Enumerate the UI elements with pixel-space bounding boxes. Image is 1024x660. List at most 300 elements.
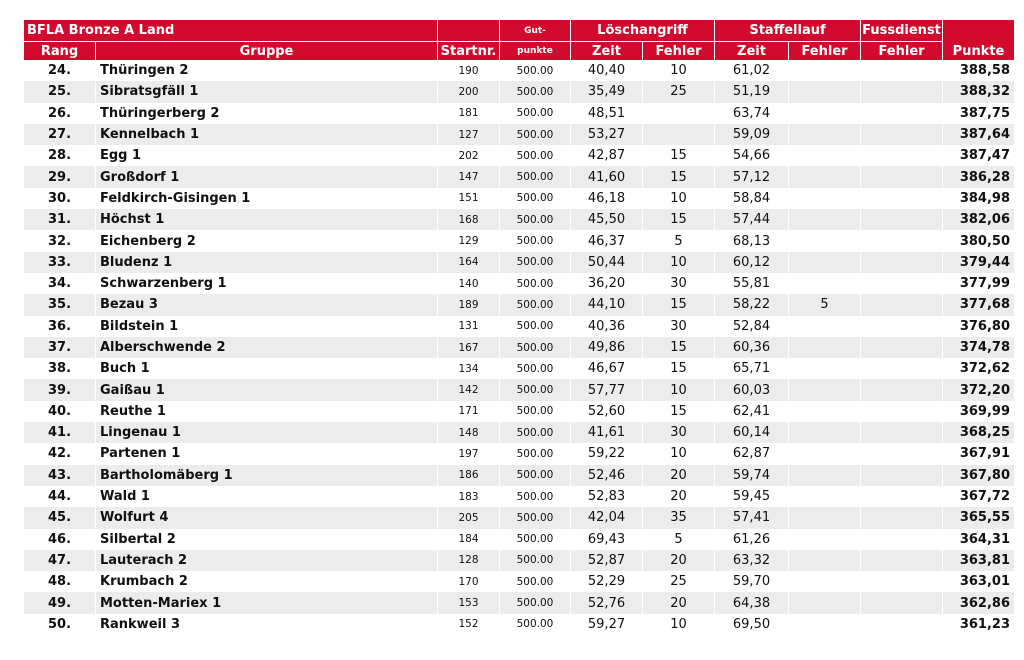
gutpunkte-cell: 500.00 [499, 614, 570, 635]
gutpunkte-cell: 500.00 [499, 145, 570, 166]
rang-cell: 32. [24, 230, 95, 251]
sl-zeit-cell: 60,12 [714, 252, 788, 273]
gruppe-cell: Lingenau 1 [95, 422, 437, 443]
gutpunkte-cell: 500.00 [499, 592, 570, 613]
fd-fehler-cell [860, 252, 942, 273]
gruppe-cell: Eichenberg 2 [95, 230, 437, 251]
sl-fehler-cell [788, 592, 860, 613]
fd-fehler-cell [860, 337, 942, 358]
fd-fehler-cell [860, 507, 942, 528]
gutpunkte-cell: 500.00 [499, 166, 570, 187]
la-zeit-cell: 44,10 [570, 294, 642, 315]
sl-zeit-cell: 62,41 [714, 401, 788, 422]
gutpunkte-cell: 500.00 [499, 550, 570, 571]
sl-zeit-cell: 57,44 [714, 209, 788, 230]
la-zeit-cell: 42,04 [570, 507, 642, 528]
header-sl-fehler: Fehler [788, 41, 860, 60]
header-gut-top: Gut- [499, 20, 570, 41]
rang-cell: 31. [24, 209, 95, 230]
sl-zeit-cell: 59,70 [714, 571, 788, 592]
table-row [24, 422, 1014, 443]
sl-zeit-cell: 60,36 [714, 337, 788, 358]
fd-fehler-cell [860, 550, 942, 571]
la-fehler-cell: 35 [642, 507, 714, 528]
fd-fehler-cell [860, 401, 942, 422]
gruppe-cell: Thüringerberg 2 [95, 103, 437, 124]
startnr-cell: 202 [437, 145, 499, 166]
la-zeit-cell: 59,22 [570, 443, 642, 464]
gutpunkte-cell: 500.00 [499, 316, 570, 337]
rang-cell: 49. [24, 592, 95, 613]
header-fussdienst: Fussdienst [860, 20, 942, 41]
gruppe-cell: Gaißau 1 [95, 379, 437, 400]
la-fehler-cell: 10 [642, 443, 714, 464]
fd-fehler-cell [860, 294, 942, 315]
table-row [24, 571, 1014, 592]
rang-cell: 36. [24, 316, 95, 337]
punkte-cell: 387,75 [942, 103, 1014, 124]
gruppe-cell: Sibratsgfäll 1 [95, 81, 437, 102]
sl-zeit-cell: 65,71 [714, 358, 788, 379]
rang-cell: 42. [24, 443, 95, 464]
header-gruppe: Gruppe [95, 41, 437, 60]
header-la-zeit: Zeit [570, 41, 642, 60]
la-fehler-cell: 10 [642, 60, 714, 81]
fd-fehler-cell [860, 592, 942, 613]
gruppe-cell: Bartholomäberg 1 [95, 465, 437, 486]
la-zeit-cell: 48,51 [570, 103, 642, 124]
sl-fehler-cell [788, 550, 860, 571]
startnr-cell: 129 [437, 230, 499, 251]
fd-fehler-cell [860, 529, 942, 550]
la-fehler-cell [642, 124, 714, 145]
sl-fehler-cell [788, 60, 860, 81]
punkte-cell: 362,86 [942, 592, 1014, 613]
startnr-cell: 170 [437, 571, 499, 592]
sl-fehler-cell [788, 124, 860, 145]
table-row [24, 166, 1014, 187]
rang-cell: 34. [24, 273, 95, 294]
la-fehler-cell: 10 [642, 188, 714, 209]
la-fehler-cell: 10 [642, 614, 714, 635]
fd-fehler-cell [860, 571, 942, 592]
startnr-cell: 189 [437, 294, 499, 315]
sl-fehler-cell [788, 401, 860, 422]
gruppe-cell: Reuthe 1 [95, 401, 437, 422]
table-row [24, 294, 1014, 315]
startnr-cell: 184 [437, 529, 499, 550]
fd-fehler-cell [860, 60, 942, 81]
sl-zeit-cell: 62,87 [714, 443, 788, 464]
table-row [24, 401, 1014, 422]
startnr-cell: 151 [437, 188, 499, 209]
sl-zeit-cell: 58,84 [714, 188, 788, 209]
punkte-cell: 377,99 [942, 273, 1014, 294]
startnr-cell: 153 [437, 592, 499, 613]
startnr-cell: 181 [437, 103, 499, 124]
la-fehler-cell: 15 [642, 401, 714, 422]
gutpunkte-cell: 500.00 [499, 358, 570, 379]
sl-zeit-cell: 59,74 [714, 465, 788, 486]
punkte-cell: 368,25 [942, 422, 1014, 443]
gutpunkte-cell: 500.00 [499, 401, 570, 422]
la-zeit-cell: 52,60 [570, 401, 642, 422]
la-zeit-cell: 41,61 [570, 422, 642, 443]
sl-fehler-cell [788, 571, 860, 592]
la-zeit-cell: 46,67 [570, 358, 642, 379]
sl-zeit-cell: 57,41 [714, 507, 788, 528]
rang-cell: 28. [24, 145, 95, 166]
fd-fehler-cell [860, 124, 942, 145]
rang-cell: 46. [24, 529, 95, 550]
punkte-cell: 388,58 [942, 60, 1014, 81]
rang-cell: 37. [24, 337, 95, 358]
header-gutpunkte: punkte [499, 41, 570, 60]
results-table [24, 20, 1014, 635]
la-zeit-cell: 45,50 [570, 209, 642, 230]
la-zeit-cell: 46,37 [570, 230, 642, 251]
rang-cell: 39. [24, 379, 95, 400]
header-staffellauf: Staffellauf [714, 20, 860, 41]
sl-fehler-cell [788, 422, 860, 443]
la-fehler-cell: 15 [642, 209, 714, 230]
table-row [24, 145, 1014, 166]
table-row [24, 507, 1014, 528]
sl-fehler-cell [788, 316, 860, 337]
la-fehler-cell: 25 [642, 81, 714, 102]
header-la-fehler: Fehler [642, 41, 714, 60]
table-row [24, 273, 1014, 294]
la-zeit-cell: 40,40 [570, 60, 642, 81]
table-row [24, 486, 1014, 507]
la-fehler-cell: 20 [642, 486, 714, 507]
gutpunkte-cell: 500.00 [499, 294, 570, 315]
gruppe-cell: Buch 1 [95, 358, 437, 379]
punkte-cell: 387,47 [942, 145, 1014, 166]
la-fehler-cell: 15 [642, 358, 714, 379]
la-fehler-cell [642, 103, 714, 124]
rang-cell: 40. [24, 401, 95, 422]
fd-fehler-cell [860, 81, 942, 102]
gutpunkte-cell: 500.00 [499, 443, 570, 464]
table-row [24, 209, 1014, 230]
punkte-cell: 382,06 [942, 209, 1014, 230]
startnr-cell: 205 [437, 507, 499, 528]
rang-cell: 26. [24, 103, 95, 124]
rang-cell: 44. [24, 486, 95, 507]
la-fehler-cell: 25 [642, 571, 714, 592]
gutpunkte-cell: 500.00 [499, 507, 570, 528]
la-fehler-cell: 30 [642, 273, 714, 294]
punkte-cell: 363,01 [942, 571, 1014, 592]
results-table-container [24, 20, 1011, 635]
table-row [24, 379, 1014, 400]
sl-fehler-cell [788, 273, 860, 294]
la-zeit-cell: 46,18 [570, 188, 642, 209]
header-blank-startnr [437, 20, 499, 41]
la-zeit-cell: 35,49 [570, 81, 642, 102]
gruppe-cell: Alberschwende 2 [95, 337, 437, 358]
gutpunkte-cell: 500.00 [499, 486, 570, 507]
sl-zeit-cell: 63,32 [714, 550, 788, 571]
rang-cell: 29. [24, 166, 95, 187]
startnr-cell: 140 [437, 273, 499, 294]
la-fehler-cell: 30 [642, 422, 714, 443]
sl-zeit-cell: 59,45 [714, 486, 788, 507]
table-row [24, 337, 1014, 358]
gruppe-cell: Schwarzenberg 1 [95, 273, 437, 294]
table-row [24, 60, 1014, 81]
punkte-cell: 367,91 [942, 443, 1014, 464]
table-row [24, 358, 1014, 379]
la-fehler-cell: 10 [642, 379, 714, 400]
table-row [24, 465, 1014, 486]
rang-cell: 25. [24, 81, 95, 102]
punkte-cell: 387,64 [942, 124, 1014, 145]
rang-cell: 35. [24, 294, 95, 315]
la-zeit-cell: 40,36 [570, 316, 642, 337]
gruppe-cell: Wolfurt 4 [95, 507, 437, 528]
la-fehler-cell: 15 [642, 166, 714, 187]
punkte-cell: 380,50 [942, 230, 1014, 251]
la-zeit-cell: 41,60 [570, 166, 642, 187]
sl-fehler-cell [788, 145, 860, 166]
header-row-top [24, 20, 1014, 41]
la-fehler-cell: 15 [642, 294, 714, 315]
rang-cell: 24. [24, 60, 95, 81]
gruppe-cell: Bildstein 1 [95, 316, 437, 337]
header-startnr: Startnr. [437, 41, 499, 60]
punkte-cell: 384,98 [942, 188, 1014, 209]
la-zeit-cell: 53,27 [570, 124, 642, 145]
fd-fehler-cell [860, 230, 942, 251]
table-row [24, 252, 1014, 273]
startnr-cell: 186 [437, 465, 499, 486]
startnr-cell: 200 [437, 81, 499, 102]
la-zeit-cell: 52,87 [570, 550, 642, 571]
sl-fehler-cell [788, 103, 860, 124]
punkte-cell: 365,55 [942, 507, 1014, 528]
table-row [24, 614, 1014, 635]
startnr-cell: 167 [437, 337, 499, 358]
fd-fehler-cell [860, 614, 942, 635]
punkte-cell: 372,62 [942, 358, 1014, 379]
fd-fehler-cell [860, 103, 942, 124]
sl-zeit-cell: 69,50 [714, 614, 788, 635]
table-body [24, 60, 1014, 635]
fd-fehler-cell [860, 465, 942, 486]
punkte-cell: 369,99 [942, 401, 1014, 422]
fd-fehler-cell [860, 166, 942, 187]
gutpunkte-cell: 500.00 [499, 209, 570, 230]
header-sl-zeit: Zeit [714, 41, 788, 60]
la-fehler-cell: 20 [642, 550, 714, 571]
sl-zeit-cell: 58,22 [714, 294, 788, 315]
sl-zeit-cell: 51,19 [714, 81, 788, 102]
la-zeit-cell: 52,83 [570, 486, 642, 507]
table-row [24, 124, 1014, 145]
startnr-cell: 148 [437, 422, 499, 443]
gruppe-cell: Wald 1 [95, 486, 437, 507]
sl-fehler-cell [788, 337, 860, 358]
la-zeit-cell: 50,44 [570, 252, 642, 273]
table-row [24, 550, 1014, 571]
gutpunkte-cell: 500.00 [499, 422, 570, 443]
table-row [24, 443, 1014, 464]
la-fehler-cell: 15 [642, 145, 714, 166]
rang-cell: 33. [24, 252, 95, 273]
gutpunkte-cell: 500.00 [499, 230, 570, 251]
gutpunkte-cell: 500.00 [499, 124, 570, 145]
gruppe-cell: Großdorf 1 [95, 166, 437, 187]
header-fd-fehler: Fehler [860, 41, 942, 60]
sl-fehler-cell [788, 188, 860, 209]
rang-cell: 38. [24, 358, 95, 379]
punkte-cell: 364,31 [942, 529, 1014, 550]
sl-zeit-cell: 57,12 [714, 166, 788, 187]
la-zeit-cell: 42,87 [570, 145, 642, 166]
fd-fehler-cell [860, 443, 942, 464]
table-row [24, 103, 1014, 124]
fd-fehler-cell [860, 273, 942, 294]
header-rang: Rang [24, 41, 95, 60]
gruppe-cell: Thüringen 2 [95, 60, 437, 81]
sl-fehler-cell [788, 614, 860, 635]
sl-zeit-cell: 61,26 [714, 529, 788, 550]
la-zeit-cell: 49,86 [570, 337, 642, 358]
table-row [24, 81, 1014, 102]
la-zeit-cell: 57,77 [570, 379, 642, 400]
table-row [24, 230, 1014, 251]
header-punkte: Punkte [942, 20, 1014, 60]
table-row [24, 529, 1014, 550]
gruppe-cell: Rankweil 3 [95, 614, 437, 635]
rang-cell: 47. [24, 550, 95, 571]
table-row [24, 316, 1014, 337]
sl-fehler-cell [788, 443, 860, 464]
la-fehler-cell: 5 [642, 529, 714, 550]
la-fehler-cell: 15 [642, 337, 714, 358]
rang-cell: 30. [24, 188, 95, 209]
rang-cell: 50. [24, 614, 95, 635]
fd-fehler-cell [860, 188, 942, 209]
table-title: BFLA Bronze A Land [24, 20, 437, 41]
gutpunkte-cell: 500.00 [499, 337, 570, 358]
sl-zeit-cell: 59,09 [714, 124, 788, 145]
startnr-cell: 152 [437, 614, 499, 635]
sl-zeit-cell: 52,84 [714, 316, 788, 337]
sl-fehler-cell [788, 209, 860, 230]
punkte-cell: 367,80 [942, 465, 1014, 486]
sl-fehler-cell [788, 252, 860, 273]
la-zeit-cell: 36,20 [570, 273, 642, 294]
sl-fehler-cell [788, 230, 860, 251]
gutpunkte-cell: 500.00 [499, 529, 570, 550]
gruppe-cell: Egg 1 [95, 145, 437, 166]
gruppe-cell: Feldkirch-Gisingen 1 [95, 188, 437, 209]
sl-fehler-cell [788, 81, 860, 102]
sl-fehler-cell [788, 166, 860, 187]
gruppe-cell: Kennelbach 1 [95, 124, 437, 145]
gutpunkte-cell: 500.00 [499, 273, 570, 294]
fd-fehler-cell [860, 209, 942, 230]
sl-fehler-cell [788, 486, 860, 507]
startnr-cell: 131 [437, 316, 499, 337]
gruppe-cell: Krumbach 2 [95, 571, 437, 592]
punkte-cell: 386,28 [942, 166, 1014, 187]
la-fehler-cell: 20 [642, 465, 714, 486]
fd-fehler-cell [860, 145, 942, 166]
sl-zeit-cell: 63,74 [714, 103, 788, 124]
punkte-cell: 388,32 [942, 81, 1014, 102]
gutpunkte-cell: 500.00 [499, 81, 570, 102]
sl-fehler-cell [788, 358, 860, 379]
header-loeschangriff: Löschangriff [570, 20, 714, 41]
startnr-cell: 142 [437, 379, 499, 400]
rang-cell: 27. [24, 124, 95, 145]
la-zeit-cell: 52,29 [570, 571, 642, 592]
la-fehler-cell: 10 [642, 252, 714, 273]
gutpunkte-cell: 500.00 [499, 465, 570, 486]
punkte-cell: 363,81 [942, 550, 1014, 571]
la-fehler-cell: 5 [642, 230, 714, 251]
startnr-cell: 127 [437, 124, 499, 145]
gruppe-cell: Partenen 1 [95, 443, 437, 464]
startnr-cell: 164 [437, 252, 499, 273]
punkte-cell: 377,68 [942, 294, 1014, 315]
fd-fehler-cell [860, 486, 942, 507]
la-zeit-cell: 69,43 [570, 529, 642, 550]
la-fehler-cell: 20 [642, 592, 714, 613]
gruppe-cell: Bezau 3 [95, 294, 437, 315]
sl-zeit-cell: 68,13 [714, 230, 788, 251]
gruppe-cell: Silbertal 2 [95, 529, 437, 550]
sl-zeit-cell: 55,81 [714, 273, 788, 294]
startnr-cell: 190 [437, 60, 499, 81]
punkte-cell: 372,20 [942, 379, 1014, 400]
gutpunkte-cell: 500.00 [499, 188, 570, 209]
la-zeit-cell: 52,46 [570, 465, 642, 486]
rang-cell: 43. [24, 465, 95, 486]
startnr-cell: 134 [437, 358, 499, 379]
rang-cell: 41. [24, 422, 95, 443]
sl-zeit-cell: 60,14 [714, 422, 788, 443]
startnr-cell: 168 [437, 209, 499, 230]
rang-cell: 48. [24, 571, 95, 592]
gutpunkte-cell: 500.00 [499, 252, 570, 273]
startnr-cell: 171 [437, 401, 499, 422]
header-row-bottom [24, 41, 1014, 60]
punkte-cell: 367,72 [942, 486, 1014, 507]
punkte-cell: 379,44 [942, 252, 1014, 273]
gruppe-cell: Motten-Mariex 1 [95, 592, 437, 613]
fd-fehler-cell [860, 422, 942, 443]
fd-fehler-cell [860, 316, 942, 337]
la-fehler-cell: 30 [642, 316, 714, 337]
fd-fehler-cell [860, 379, 942, 400]
sl-fehler-cell [788, 507, 860, 528]
punkte-cell: 374,78 [942, 337, 1014, 358]
gruppe-cell: Lauterach 2 [95, 550, 437, 571]
gutpunkte-cell: 500.00 [499, 571, 570, 592]
startnr-cell: 197 [437, 443, 499, 464]
fd-fehler-cell [860, 358, 942, 379]
table-header [24, 20, 1014, 60]
gutpunkte-cell: 500.00 [499, 379, 570, 400]
startnr-cell: 128 [437, 550, 499, 571]
sl-zeit-cell: 54,66 [714, 145, 788, 166]
gutpunkte-cell: 500.00 [499, 60, 570, 81]
